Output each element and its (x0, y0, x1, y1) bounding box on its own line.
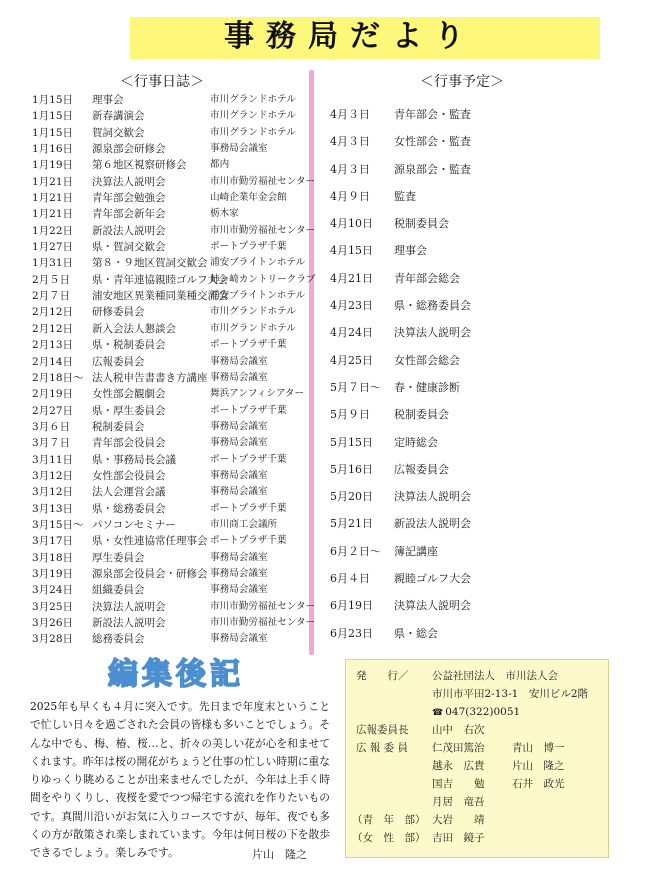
plan-row (330, 514, 620, 541)
plan-date: 6月４日 (330, 572, 370, 586)
log-event: 女性部会観劇会 (92, 388, 166, 401)
plan-date: 4月21日 (330, 271, 373, 285)
log-place: 事務局会議室 (210, 551, 268, 563)
log-row (32, 419, 304, 435)
plan-event: 決算法人説明会 (394, 599, 471, 613)
log-date: 3月18日 (32, 551, 74, 564)
editor-note-title: 編集後記 (108, 657, 244, 692)
log-place: 市川グランドホテル (210, 126, 296, 138)
plan-event: 女性部会・監査 (394, 135, 471, 149)
youth-label: （青 年 部） (352, 814, 426, 826)
log-event: パソコンセミナー (92, 518, 176, 531)
log-place: 市川市勤労福祉センター (210, 175, 316, 187)
plan-date: 5月16日 (330, 462, 373, 476)
log-place: ポートプラザ千葉 (210, 241, 287, 253)
plan-row (330, 132, 620, 159)
plan-event: 簿記講座 (394, 544, 438, 558)
plan-row (330, 214, 620, 241)
log-date: 1月15日 (32, 126, 74, 139)
publisher-phone-line (432, 704, 520, 721)
log-row (32, 468, 304, 484)
plan-date: 4月３日 (330, 162, 370, 176)
log-place: 浦安ブライトンホテル (210, 290, 306, 302)
log-row (32, 631, 304, 647)
log-place: 事務局会議室 (210, 584, 268, 596)
log-row (32, 452, 304, 468)
publisher-address: 市川市平田2-13-1 安川ビル2階 (432, 688, 588, 700)
plan-row (330, 296, 620, 323)
column-divider (309, 70, 314, 655)
log-date: 3月17日 (32, 535, 74, 548)
member-name: 片山 隆之 (512, 760, 565, 772)
members-label: 広 報 委 員 (356, 742, 409, 754)
plan-row (330, 351, 620, 378)
log-event: 税制委員会 (92, 420, 145, 433)
log-event: 県・賀詞交歓会 (92, 241, 166, 254)
log-date: 1月21日 (32, 175, 74, 188)
log-date: 2月12日 (32, 322, 74, 335)
plan-date: 4月３日 (330, 108, 370, 121)
log-event: 県・女性連協常任理事会 (92, 535, 208, 548)
log-event: 新春講演会 (92, 110, 145, 123)
chief-label: 広報委員長 (356, 724, 409, 736)
log-event: 理事会 (92, 94, 124, 106)
member-name: 越永 広貴 (432, 760, 485, 772)
log-date: 3月７日 (32, 437, 71, 450)
plan-row (330, 569, 620, 596)
log-place: 市川グランドホテル (210, 306, 296, 318)
member-name: 仁茂田篤治 (432, 742, 485, 754)
plan-event: 広報委員会 (394, 462, 449, 476)
plan-event: 税制委員会 (394, 408, 449, 422)
plan-event: 県・総務委員会 (394, 299, 471, 313)
log-row (32, 370, 304, 386)
log-place: 栃木家 (210, 208, 239, 220)
log-date: 1月21日 (32, 208, 74, 221)
log-event: 研修委員会 (92, 306, 145, 319)
log-row (32, 239, 304, 255)
log-date: 3月13日 (32, 502, 74, 515)
log-place: 市川グランドホテル (210, 110, 296, 122)
log-event: 青年部会勉強会 (92, 192, 166, 205)
log-date: 3月12日 (32, 486, 74, 499)
log-row (32, 92, 304, 108)
log-row (32, 501, 304, 517)
log-date: 1月22日 (32, 224, 74, 237)
log-date: 3月19日 (32, 567, 74, 580)
log-date: 3月12日 (32, 469, 74, 482)
plan-event: 決算法人説明会 (394, 326, 471, 340)
plan-date: 4月９日 (330, 189, 370, 203)
log-row (32, 255, 304, 271)
log-place: 事務局会議室 (210, 486, 268, 498)
log-event: 源泉部会役員会・研修会 (92, 567, 208, 580)
log-date: 3月24日 (32, 584, 74, 597)
log-event: 第８・９地区賀詞交歓会 (92, 257, 208, 270)
plan-event: 決算法人説明会 (394, 490, 471, 504)
plan-row (330, 160, 620, 187)
plan-event: 税制委員会 (394, 217, 449, 231)
log-row (32, 321, 304, 337)
plan-row (330, 405, 620, 432)
log-row (32, 125, 304, 141)
plan-event: 監査 (394, 189, 416, 203)
plan-row (330, 269, 620, 296)
log-date: 2月18日～ (32, 371, 84, 384)
plan-date: 4月10日 (330, 217, 373, 231)
log-row (32, 582, 304, 598)
plan-row (330, 323, 620, 350)
log-row (32, 615, 316, 631)
plan-date: 5月15日 (330, 435, 373, 449)
log-row (32, 141, 304, 157)
log-place: 市川市勤労福祉センター (210, 600, 316, 612)
plan-row (330, 433, 620, 460)
log-date: 1月27日 (32, 241, 74, 254)
editor-note-body: 2025年も早くも４月に突入です。先日まで年度末ということで忙しい日々を過ごされた会員の皆様も多いことでしょう。そんな中でも、梅、椿、桜…と、折々の美しい花が心を和ませてくれます。昨年は桜の開花がちょうど仕事の忙しい時期に重なりゆっくり眺めることが出来ませんでしたが、今年は上手く時間をやりくりし、夜桜を愛でつつ帰宅する流れを作りたいものです。真間川沿いがお気に入りコースですが、毎年、夜でも多くの方が散策され楽しまれています。今年は何日桜の下を散歩できるでしょう。楽しみです。 (30, 700, 330, 860)
plan-event: 源泉部会・監査 (394, 162, 471, 176)
log-date: 2月19日 (32, 388, 74, 401)
log-row (32, 272, 316, 288)
member-name: 青山 博一 (512, 742, 565, 754)
plan-date: 6月２日～ (330, 544, 381, 558)
member-name: 国吉 勉 (432, 778, 485, 790)
log-place: 事務局会議室 (210, 355, 268, 367)
log-row (32, 157, 304, 173)
log-place: ポートプラザ千葉 (210, 502, 287, 514)
plan-date: 5月20日 (330, 490, 373, 504)
log-place: ポートプラザ千葉 (210, 404, 287, 416)
publisher-info-box (345, 659, 609, 858)
log-date: 2月７日 (32, 290, 71, 303)
plan-date: 4月24日 (330, 326, 373, 340)
phone-icon: ☎ (432, 708, 444, 718)
log-row (32, 566, 304, 582)
log-place: 山崎企業年金会館 (210, 192, 287, 204)
log-place: 事務局会議室 (210, 143, 268, 155)
log-event: 法人税申告書書き方講座 (92, 371, 208, 384)
log-date: 1月15日 (32, 94, 74, 106)
plan-event: 青年部会総会 (394, 271, 460, 285)
log-date: 3月28日 (32, 633, 74, 646)
log-event: 決算法人説明会 (92, 175, 166, 188)
log-event: 賀詞交歓会 (92, 126, 145, 139)
plan-row (330, 378, 620, 405)
log-place: 市川市勤労福祉センター (210, 617, 316, 628)
women-label: （女 性 部） (352, 832, 426, 844)
event-log-list (32, 92, 316, 648)
log-event: 新設法人説明会 (92, 224, 166, 237)
log-date: 3月15日～ (32, 518, 84, 531)
log-event: 県・総務委員会 (92, 502, 166, 515)
log-date: 1月31日 (32, 257, 74, 270)
plan-event: 定時総会 (394, 435, 438, 449)
member-name: 石井 政光 (512, 778, 565, 790)
plan-date: 4月３日 (330, 135, 370, 149)
log-event: 県・事務局長会議 (92, 453, 176, 466)
plan-date: 4月25日 (330, 353, 373, 367)
log-place: 都内 (210, 159, 230, 171)
log-place: 事務局会議室 (210, 633, 268, 645)
plan-date: 6月23日 (330, 626, 373, 640)
log-event: 広報委員会 (92, 355, 145, 368)
log-event: 第６地区視察研修会 (92, 159, 187, 172)
editor-signature: 片山 隆之 (252, 848, 307, 861)
plan-event: 親睦ゴルフ大会 (394, 572, 471, 586)
log-date: 2月27日 (32, 404, 74, 417)
log-place: 姉ヶ崎カントリークラブ (210, 273, 316, 285)
log-event: 女性部会役員会 (92, 469, 166, 482)
log-event: 決算法人説明会 (92, 600, 166, 613)
log-row (32, 223, 316, 239)
log-place: 市川グランドホテル (210, 322, 296, 334)
log-date: 2月14日 (32, 355, 74, 368)
log-date: 1月15日 (32, 110, 74, 123)
log-date: 2月13日 (32, 339, 74, 352)
log-event: 青年部会新年会 (92, 208, 166, 221)
log-row (32, 354, 304, 370)
plan-event: 春・健康診断 (394, 380, 460, 394)
log-date: 3月25日 (32, 600, 74, 613)
log-event: 県・青年連協親睦ゴルフ大会 (92, 273, 229, 286)
plan-row (330, 624, 620, 651)
log-row (32, 337, 304, 353)
plan-date: 5月７日～ (330, 380, 381, 394)
log-place: 市川市勤労福祉センター (210, 224, 316, 236)
women-name: 吉田 鏡子 (432, 832, 485, 844)
page-title: 事務局だより (224, 19, 476, 54)
log-event: 総務委員会 (92, 633, 145, 646)
plan-date: 5月９日 (330, 408, 370, 422)
plan-row (330, 105, 620, 132)
log-date: 2月５日 (32, 273, 71, 286)
log-event: 組織委員会 (92, 584, 145, 597)
log-date: 3月26日 (32, 617, 74, 629)
log-place: 舞浜アンフィシアター (210, 388, 305, 400)
log-date: 3月11日 (32, 453, 74, 466)
chief-name: 山中 右次 (432, 724, 485, 736)
plan-date: 5月21日 (330, 517, 373, 531)
log-row (32, 288, 304, 304)
youth-name: 大岩 靖 (432, 814, 485, 826)
log-event: 浦安地区異業種同業種交流会 (92, 290, 229, 303)
plan-date: 4月23日 (330, 299, 373, 313)
plan-row (330, 241, 620, 268)
plan-date: 4月15日 (330, 244, 373, 258)
log-row (32, 190, 304, 206)
log-row (32, 517, 304, 533)
log-row (32, 108, 304, 124)
log-row (32, 550, 304, 566)
plan-event: 県・総会 (394, 626, 438, 640)
log-place: 事務局会議室 (210, 469, 268, 481)
log-place: 事務局会議室 (210, 420, 268, 432)
log-date: 3月６日 (32, 420, 71, 433)
publisher-label: 発 行／ (356, 670, 409, 682)
log-event: 新入会法人懇談会 (92, 322, 176, 335)
log-place: 浦安ブライトンホテル (210, 257, 306, 269)
log-row (32, 484, 304, 500)
plan-row (330, 487, 620, 514)
event-plan-list (330, 105, 620, 651)
member-name: 月居 竜吾 (432, 796, 485, 808)
log-row (32, 435, 304, 451)
log-row (32, 386, 304, 402)
log-event: 源泉部会研修会 (92, 143, 166, 156)
publisher-org: 公益社団法人 市川法人会 (432, 670, 558, 682)
log-event: 厚生委員会 (92, 551, 145, 564)
plan-event: 新設法人説明会 (394, 517, 471, 531)
plan-row (330, 460, 620, 487)
plan-heading: ＜行事予定＞ (420, 74, 504, 90)
log-place: 市川商工会議所 (210, 518, 278, 530)
log-place: ポートプラザ千葉 (210, 535, 287, 547)
plan-row (330, 596, 620, 623)
log-event: 県・厚生委員会 (92, 404, 166, 417)
log-row (32, 206, 304, 222)
log-place: ポートプラザ千葉 (210, 453, 287, 465)
log-date: 1月16日 (32, 143, 74, 156)
plan-row (330, 542, 620, 569)
log-event: 青年部会役員会 (92, 437, 166, 450)
log-event: 県・税制委員会 (92, 339, 166, 352)
log-date: 2月12日 (32, 306, 74, 319)
log-date: 1月21日 (32, 192, 74, 205)
plan-date: 6月19日 (330, 599, 373, 613)
log-place: 市川グランドホテル (210, 94, 296, 105)
log-row (32, 533, 304, 549)
log-event: 法人会運営会議 (92, 486, 166, 499)
log-row (32, 599, 316, 615)
plan-event: 理事会 (394, 244, 427, 258)
plan-event: 青年部会・監査 (394, 108, 471, 121)
log-row (32, 403, 304, 419)
plan-event: 女性部会総会 (394, 353, 460, 367)
log-place: 事務局会議室 (210, 437, 268, 449)
log-place: ポートプラザ千葉 (210, 339, 287, 351)
log-place: 事務局会議室 (210, 567, 268, 579)
log-row (32, 304, 304, 320)
publisher-phone: 047(322)0051 (445, 706, 521, 718)
log-date: 1月19日 (32, 159, 74, 172)
plan-row (330, 187, 620, 214)
log-row (32, 174, 316, 190)
log-place: 事務局会議室 (210, 371, 268, 383)
log-event: 新設法人説明会 (92, 617, 166, 629)
log-heading: ＜行事日誌＞ (120, 74, 204, 90)
